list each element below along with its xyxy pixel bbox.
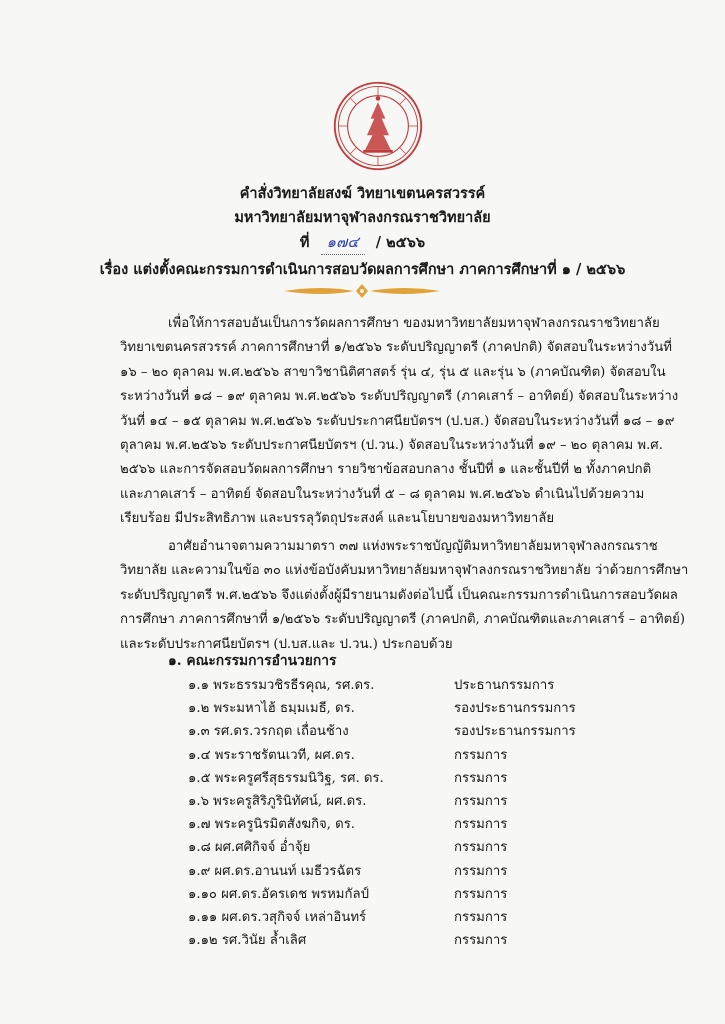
- member-name: ๑.๗ พระครูนิรมิตสังฆกิจ, ดร.: [188, 817, 356, 833]
- paragraph-exam-purpose: [120, 312, 679, 532]
- paragraph-line: และระดับประกาศนียบัตรฯ (ป.บส.และ ป.วน.) ประกอบด้วย: [120, 636, 453, 652]
- member-name: ๑.๔ พระราชรัตนเวที, ผศ.ดร.: [188, 747, 355, 763]
- member-name: ๑.๑๐ ผศ.ดร.อัครเดช พรหมกัลป์: [188, 886, 369, 902]
- member-name: ๑.๕ พระครูศรีสุธรรมนิวิฐ, รศ. ดร.: [188, 770, 384, 786]
- member-name: ๑.๓ รศ.ดร.วรกฤต เถื่อนช้าง: [188, 724, 349, 740]
- committee-member: [188, 720, 588, 743]
- member-name: ๑.๖ พระครูสิริภูรินิทัศน์, ผศ.ดร.: [188, 793, 367, 809]
- member-name: ๑.๑ พระธรรมวชิรธีรคุณ, รศ.ดร.: [188, 678, 375, 693]
- institution-line: คำสั่งวิทยาลัยสงฆ์ วิทยาเขตนครสวรรค์: [239, 185, 486, 202]
- paragraph-line: วิทยาลัย และความในข้อ ๓๐ แห่งข้อบังคับมหาวิทยาลัยมหาจุฬาลงกรณราชวิทยาลัย ว่าด้วยการศึกษา: [120, 563, 689, 579]
- paragraph-line: วิทยาเขตนครสวรรค์ ภาคการศึกษาที่ ๑/๒๕๖๖ ระดับปริญญาตรี (ภาคปกติ) จัดสอบในระหว่างวันที่: [120, 340, 672, 356]
- member-role: กรรมการ: [454, 886, 508, 902]
- member-role: รองประธานกรรมการ: [454, 724, 576, 740]
- paragraph-line: ๒๕๖๖ และการจัดสอบวัดผลการศึกษา รายวิชาข้อสอบกลาง ชั้นปีที่ ๑ และชั้นปีที่ ๒ ทั้งภาคปกติ: [120, 462, 652, 478]
- paragraph-line: เรียบร้อย มีประสิทธิภาพ และบรรลุวัตถุประสงค์ และนโยบายของมหาวิทยาลัย: [120, 511, 555, 527]
- committee-member: [188, 813, 588, 836]
- order-number-line: [0, 230, 725, 255]
- member-role: ประธานกรรมการ: [454, 678, 555, 693]
- member-role: กรรมการ: [454, 863, 508, 879]
- member-role: รองประธานกรรมการ: [454, 701, 576, 717]
- member-role: กรรมการ: [454, 840, 508, 856]
- member-name: ๑.๒ พระมหาไฮ้ ธมฺมเมธี, ดร.: [188, 701, 355, 717]
- paragraph-line: อาศัยอำนาจตามความมาตรา ๓๗ แห่งพระราชบัญญัติมหาวิทยาลัยมหาจุฬาลงกรณราช: [168, 539, 658, 554]
- section-heading: ๑. คณะกรรมการอำนวยการ: [168, 653, 337, 669]
- ornament-divider-icon: [282, 283, 442, 299]
- committee-member: [188, 767, 588, 790]
- paragraph-line: ๑๖ – ๒๐ ตุลาคม พ.ศ.๒๕๖๖ สาขาวิชานิติศาสตร์ รุ่น ๔, รุ่น ๕ และรุ่น ๖ (ภาคบัณฑิต) จัดสอบใน: [120, 364, 666, 380]
- committee-member: [188, 744, 588, 767]
- committee-member: [188, 929, 588, 952]
- member-name: ๑.๙ ผศ.ดร.อานนท์ เมธีวรฉัตร: [188, 863, 362, 879]
- order-year: / ๒๕๖๖: [375, 234, 426, 251]
- member-role: กรรมการ: [454, 817, 508, 833]
- member-role: กรรมการ: [454, 747, 508, 763]
- committee-member: [188, 860, 588, 883]
- paragraph-line: เพื่อให้การสอบอันเป็นการวัดผลการศึกษา ของมหาวิทยาลัยมหาจุฬาลงกรณราชวิทยาลัย: [168, 316, 660, 331]
- committee-member: [188, 790, 588, 813]
- member-role: กรรมการ: [454, 793, 508, 809]
- paragraph-line: ตุลาคม พ.ศ.๒๕๖๖ ระดับประกาศนียบัตรฯ (ป.วน.) จัดสอบในระหว่างวันที่ ๑๙ – ๒๐ ตุลาคม พ.ศ.: [120, 438, 663, 454]
- member-role: กรรมการ: [454, 933, 508, 949]
- committee-member: [188, 697, 588, 720]
- committee-member-list: [188, 674, 588, 952]
- committee-member: [188, 906, 588, 929]
- paragraph-line: และภาคเสาร์ – อาทิตย์ จัดสอบในระหว่างวันที่ ๕ – ๘ ตุลาคม พ.ศ.๒๕๖๖ ดำเนินไปด้วยความ: [120, 486, 645, 502]
- committee-member: [188, 883, 588, 906]
- university-line: มหาวิทยาลัยมหาจุฬาลงกรณราชวิทยาลัย: [234, 209, 491, 226]
- member-role: กรรมการ: [454, 909, 508, 925]
- university-seal-icon: [332, 80, 424, 172]
- paragraph-line: วันที่ ๑๔ – ๑๕ ตุลาคม พ.ศ.๒๕๖๖ ระดับประกาศนียบัตรฯ (ป.บส.) จัดสอบในระหว่างวันที่ ๑๘ – ๑๙: [120, 413, 675, 429]
- paragraph-line: ระหว่างวันที่ ๑๘ – ๑๙ ตุลาคม พ.ศ.๒๕๖๖ ระดับปริญญาตรี (ภาคเสาร์ – อาทิตย์) จัดสอบในระหว่าง: [120, 389, 679, 405]
- subject-line: เรื่อง แต่งตั้งคณะกรรมการดำเนินการสอบวัดผลการศึกษา ภาคการศึกษาที่ ๑ / ๒๕๖๖: [99, 261, 626, 278]
- committee-member: [188, 836, 588, 859]
- member-name: ๑.๘ ผศ.ศศิกิจจ์ อ่ำจุ้ย: [188, 840, 311, 856]
- paragraph-line: การศึกษา ภาคการศึกษาที่ ๑/๒๕๖๖ ระดับปริญญาตรี (ภาคปกติ, ภาคบัณฑิตและภาคเสาร์ – อาทิตย์): [120, 612, 686, 628]
- member-role: กรรมการ: [454, 770, 508, 786]
- order-prefix: ที่: [299, 234, 310, 251]
- member-name: ๑.๑๑ ผศ.ดร.วสุกิจจ์ เหล่าอินทร์: [188, 909, 367, 925]
- member-name: ๑.๑๒ รศ.วินัย ล้ำเลิศ: [188, 933, 307, 949]
- paragraph-authority: [120, 535, 689, 657]
- paragraph-line: ระดับปริญญาตรี พ.ศ.๒๕๖๖ จึงแต่งตั้งผู้มีรายนามดังต่อไปนี้ เป็นคณะกรรมการดำเนินการสอบวัดผล: [120, 587, 678, 603]
- committee-member: [188, 674, 588, 697]
- handwritten-order-number: ๑๗๔: [321, 230, 365, 255]
